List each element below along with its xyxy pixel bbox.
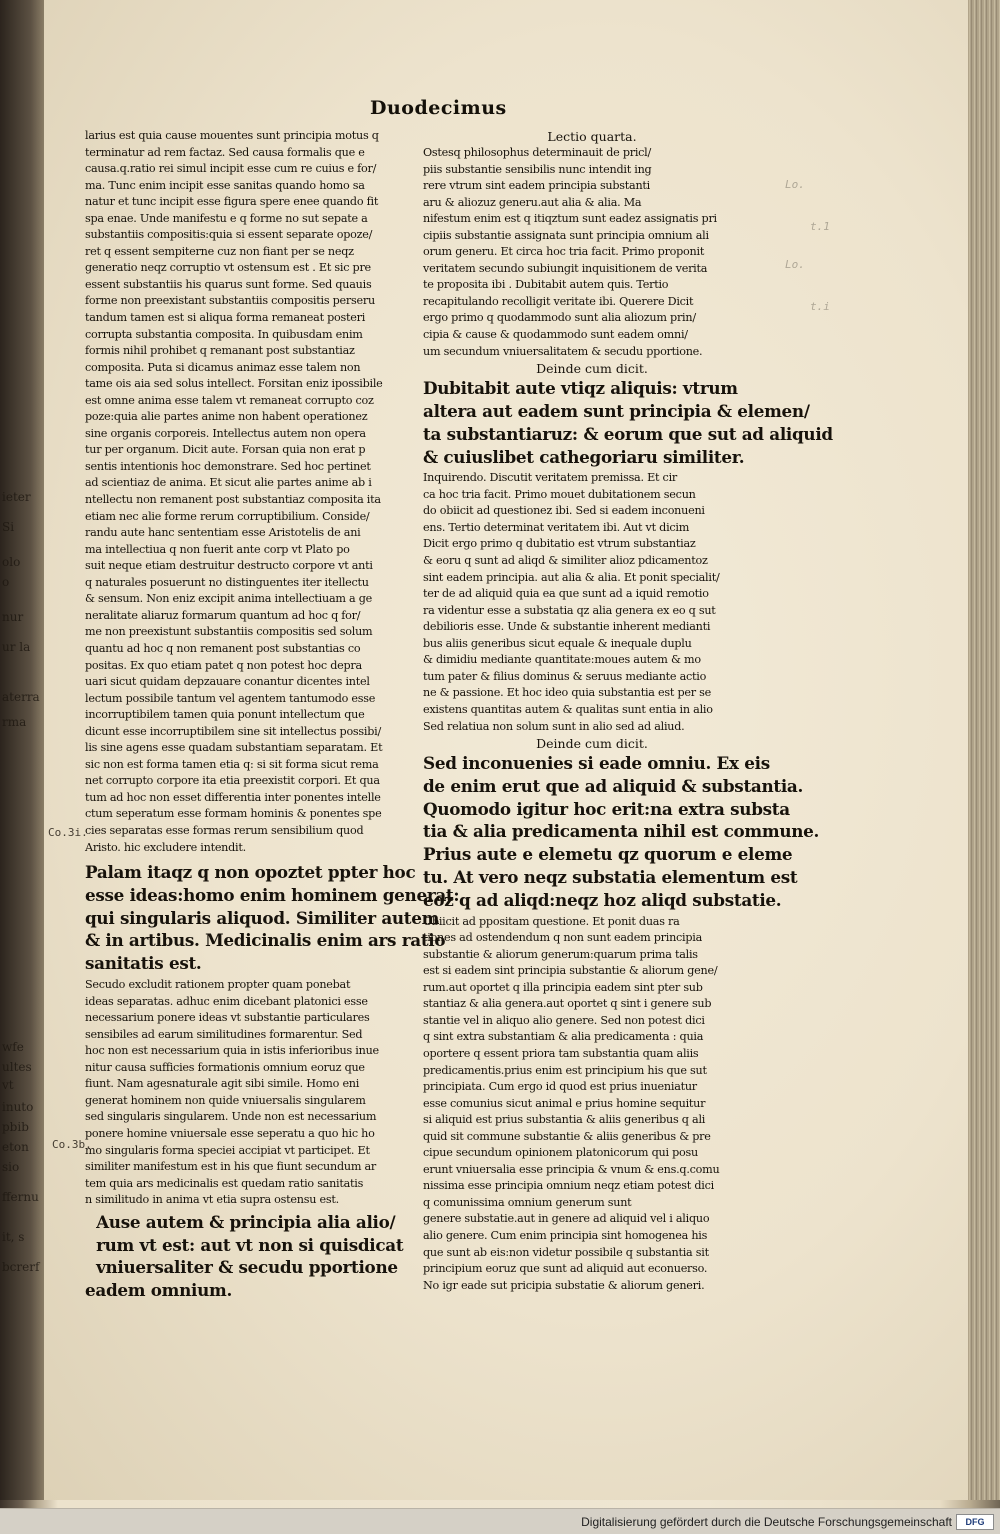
section-heading: Deinde cum dicit.	[536, 736, 648, 752]
facing-page-fragment: sio	[2, 1160, 20, 1174]
facing-page-fragment: wfe	[2, 1040, 24, 1054]
commentary-paragraph: Obiicit ad ppositam questione. Et ponit duas ra tiones ad ostendendum q non sunt eadem principia substantie & aliorum generum:quarum prima talis est si eadem sint principia substantie & aliorum gene/ rum.aut oportet q illa principia eadem sint pter sub stantiaz & alia genera.aut oportet q sint i genere sub stantie vel in aliquo alio genere. Sed non potest dici q sint extra substantiam & alia predicamenta : quia oportere q essent priora tam substantia quam aliis predicamentis.prius enim est principium his que sut principiata. Cum ergo id quod est prius inueniatur esse comunius sicut animal e prius homine sequitur si aliquid est prius substantia & aliis generibus q ali quid sit commune substantie & aliis generibus & pre cipue secundum opinionem platonicorum qui posu erunt vniuersalia esse principia & vnum & ens.q.comu nissima esse principia omnium neqz etiam potest dici q comunissima omnium generum sunt genere substatie.aut in genere ad aliquid vel i aliquo alio genere. Cum enim principia sint homogenea his que sunt ab eis:non videtur possibile q substantia sit principium eoruz que sunt ad aliquid aut econuerso. No igr eade sut pricipia substatie & aliorum generi.	[423, 914, 720, 1292]
page-fore-edge	[968, 0, 1000, 1500]
facing-page-fragment: rma	[2, 715, 27, 729]
aristotle-text-block: Palam itaqz q non opoztet ppter hoc esse ideas:homo enim hominem qui singularis aliquod. Similiter & in artibus. Medicinalis enim ars sanitatis est.	[85, 862, 416, 974]
facing-page-fragment: olo	[2, 555, 21, 569]
marginal-note: Co.3b.	[52, 1138, 92, 1151]
facing-page-fragment: ffernu	[2, 1190, 39, 1204]
aristotle-text-block: Dubitabit aute vtiqz aliquis: vtrum altera aut eadem sunt principia & ta substantiaruz: & eorum que sut ad & cuiuslibet cathegoriaru similiter.	[423, 378, 764, 467]
left-text-column	[85, 128, 416, 1302]
facing-page-fragment: ieter	[2, 490, 31, 504]
facing-page-fragment: Si	[2, 520, 15, 534]
facing-page-fragment: nur	[2, 610, 24, 624]
pencil-note: Lo.	[785, 178, 805, 191]
facing-page-fragment: inuto	[2, 1100, 34, 1114]
commentary-paragraph: Inquirendo. Discutit veritatem premissa. Et cir ca hoc tria facit. Primo mouet dubitationem secun do obiicit ad questionez ibi. Sed si eadem inconueni ens. Tertio determinat veritatem ibi. Aut vt dicim Dicit ergo primo q dubitatio est vtrum substantiaz & eoru q sunt ad aliqd & similiter alioz pdicamentoz sint eadem principia. aut alia & alia. Et ponit specialit/ ter de ad aliquid quia ea que sunt ad a iquid remotio ra videntur esse a substatia qz alia genera ex eo q sut debilioris esse. Unde & substantie inherent medianti bus aliis generibus sicut equale & inequale duplu & dimidiu mediante quantitate:moues autem & mo tum pater & filius dominus & seruus mediante actio ne & passione. Et hoc ideo quia substantia est per se existens quantitas autem & qualitas sunt entia in alio Sed relatiua non solum sunt in alio sed ad aliud.	[423, 471, 720, 733]
commentary-paragraph: larius est quia cause mouentes sunt principia motus q terminatur ad rem factaz. Sed causa formalis que e causa.q.ratio rei simul incipit esse cum re cuius e for/ ma. Tunc enim incipit esse sanitas quando homo sa natur et tunc incipit esse figura spere enee quando fit spa enae. Unde manifestu e q forme no sut sepate a substantiis compositis:quia si essent separate opoze/ ret q essent sempiterne cuz non fiant per se neqz generatio neqz corruptio vt ostensum est . Et sic pre essent substantiis his quarus sunt forme. Sed quauis forme non preexistant substantiis compositis perseru tandum tamen est si aliqua forma remaneat posteri corrupta substantia composita. In quibusdam enim formis nihil prohibet q remanant post substantiaz composita. Puta si dicamus animaz esse talem non tame ois aia sed solus intellect. Forsitan eniz ipossibile est omne anima esse talem vt remaneat corrupto coz poze:quia alie partes anime non habent operationez sine organis corporeis. Intellectus autem non opera tur per organum. Dicit aute. Forsan quia non erat p sentis intentionis hoc demonstrare. Sed hoc pertinet ad scientiaz de anima. Et sicut alie partes anime ab i ntellectu non remanent post substantiaz composita ita etiam nec alie forme rerum corruptibilium. Conside/ randu aute hanc sententiam esse Aristotelis de ani ma intellectiua q non fuerit ante corp vt Plato po suit neque etiam destruitur destructo corpore vt anti q naturales posuerunt no distinguentes iter itellectu & sensum. Non eniz excipit anima intellectiuam a ge neralitate aliaruz formarum quantum ad hoc q for/ me non preexistunt substantiis compositis sed solum quantu ad hoc q non remanent post substantias co positas. Ex quo etiam patet q non potest hoc depra uari sicut quidam depzauare conantur dicentes intel lectum possibile tantum vel agentem tantumodo esse incorruptibilem tamen quia ponunt intellectum que dicunt esse incorruptibilem sine sit intellectus possibi/ lis sine agens esse quadam substantiam separatam. Et sic non est forma tamen etia q: si sit forma sicut rema net corrupto corpore ita etia preexistit corpori. Et qua tum ad hoc non esset differentia inter ponentes intelle ctum seperatum esse formam hominis & ponentes spe cies separatas esse formas rerum sensibilium quod Aristo. hic excludere intendit.	[85, 129, 383, 854]
facing-page-fragment: pbib	[2, 1120, 29, 1134]
dfg-logo: DFG	[956, 1514, 994, 1530]
commentary-paragraph: Ostesq philosophus determinauit de pricl/ piis substantie sensibilis nunc intendit ing rere vtrum sint eadem principia substanti aru & aliozuz generu.aut alia & alia. Ma nifestum enim est q itiqztum sunt eadez assignatis pri cipiis substantie assignata sunt principia omnium ali orum generu. Et circa hoc tria facit. Primo proponit veritatem secundo subiungit inquisitionem de verita te proposita ibi . Dubitabit autem quis. Tertio recapitulando recolligit veritate ibi. Querere Dicit ergo primo q quodammodo sunt alia aliozum prin/ cipia & cause & quodammodo sunt eadem omni/ um secundum vniuersalitatem & secudu pportione.	[423, 146, 717, 358]
facing-page-fragment: eton	[2, 1140, 29, 1154]
facing-page-fragment: bcrerf	[2, 1260, 40, 1274]
facing-page-fragment: ultes	[2, 1060, 32, 1074]
pencil-note: t.i	[810, 300, 830, 313]
funding-credit: Digitalisierung gefördert durch die Deutsche Forschungsgemeinschaft	[581, 1515, 952, 1529]
lecture-heading: Lectio quarta.	[547, 129, 637, 144]
right-text-column	[423, 128, 804, 1294]
pencil-note: t.1	[810, 220, 830, 233]
facing-page-fragment: vt	[2, 1078, 14, 1092]
aristotle-text-block: Sed inconuenies si eade omniu. Ex eis de enim erut que ad aliquid & substantia. Quomodo igitur hoc erit:na extra substa tia & alia predicamenta nihil est Prius aute e elemetu qz quorum e tu. At vero neqz substatia elementum eoz q ad aliqd:neqz hoz aliqd substatie.	[423, 753, 804, 910]
section-heading: Deinde cum dicit.	[536, 361, 648, 377]
commentary-paragraph: Secudo excludit rationem propter quam ponebat ideas separatas. adhuc enim dicebant platonici esse necessarium ponere ideas vt substantie particulares sensibiles ad earum similitudines formarentur. Sed hoc non est necessarium quia in istis inferioribus inue nitur causa sufficies formationis omnium eoruz que fiunt. Nam agesnaturale agit sibi simile. Homo eni generat hominem non quide vniuersalis singularem sed singularis singularem. Unde non est necessarium ponere homine vniuersale esse seperatu a quo hic ho mo singularis forma speciei accipiat vt participet. Et similiter manifestum est in his que fiunt secundum ar tem quia ars medicinalis est quedam ratio sanitatis n similitudo in anima vt etia supra ostensu est.	[85, 978, 379, 1207]
marginal-note: Co.3i.	[48, 826, 88, 839]
facing-page-edge	[0, 0, 44, 1500]
aristotle-text-block: Ause autem & principia alia alio/ rum vt est: aut vt non si quisdicat vniuersaliter & secudu pportione eadem omnium.	[85, 1211, 404, 1301]
digitization-footer	[0, 1508, 1000, 1534]
facing-page-fragment: aterra	[2, 690, 40, 704]
facing-page-fragment: ur la	[2, 640, 31, 654]
pencil-note: Lo.	[785, 258, 805, 271]
facing-page-fragment: it, s	[2, 1230, 25, 1244]
running-head: Duodecimus	[370, 97, 507, 119]
facing-page-fragment: o	[2, 575, 10, 589]
